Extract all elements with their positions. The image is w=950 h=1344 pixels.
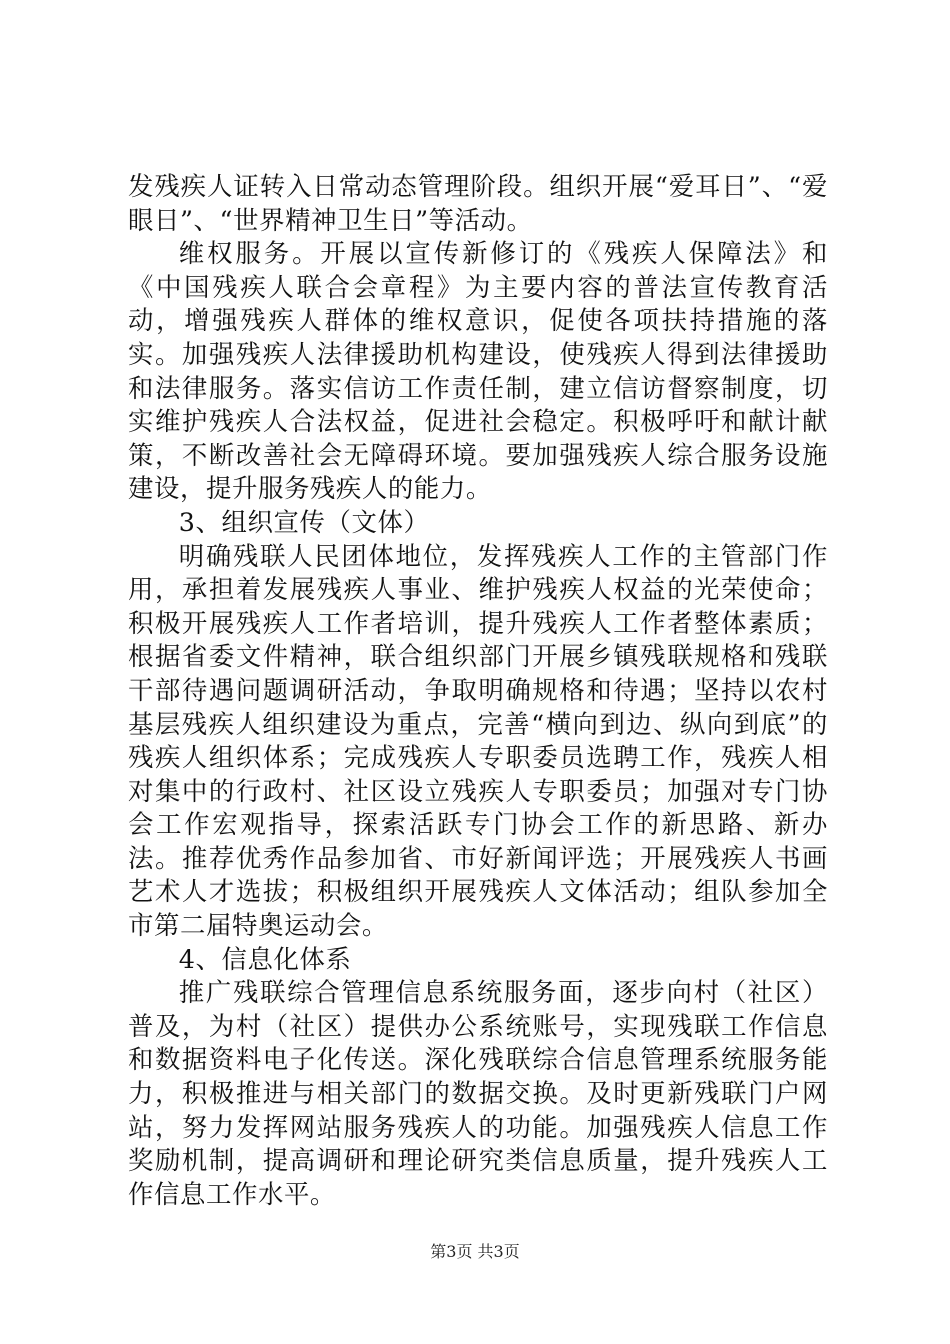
- paragraph-organization-publicity: 明确残联人民团体地位，发挥残疾人工作的主管部门作用，承担着发展残疾人事业、维护残疾人权益的光荣使命；积极开展残疾人工作者培训，提升残疾人工作者整体素质；根据省委文件精神，联合组织部门开展乡镇残联规格和残联干部待遇问题调研活动，争取明确规格和待遇；坚持以农村基层残疾人组织建设为重点，完善“横向到边、纵向到底”的残疾人组织体系；完成残疾人专职委员选聘工作，残疾人相对集中的行政村、社区设立残疾人专职委员；加强对专门协会工作宏观指导，探索活跃专门协会工作的新思路、新办法。推荐优秀作品参加省、市好新闻评选；开展残疾人书画艺术人才选拔；积极组织开展残疾人文体活动；组队参加全市第二届特奥运动会。: [128, 540, 828, 941]
- paragraph-rights-service: 维权服务。开展以宣传新修订的《残疾人保障法》和《中国残疾人联合会章程》为主要内容的普法宣传教育活动，增强残疾人群体的维权意识，促使各项扶持措施的落实。加强残疾人法律援助机构建设，使残疾人得到法律援助和法律服务。落实信访工作责任制，建立信访督察制度，切实维护残疾人合法权益，促进社会稳定。积极呼吁和献计献策，不断改善社会无障碍环境。要加强残疾人综合服务设施建设，提升服务残疾人的能力。: [128, 238, 828, 504]
- paragraph-informatization: 推广残联综合管理信息系统服务面，逐步向村（社区）普及，为村（社区）提供办公系统账号，实现残联工作信息和数据资料电子化传送。深化残联综合信息管理系统服务能力，积极推进与相关部门的数据交换。及时更新残联门户网站，努力发挥网站服务残疾人的功能。加强残疾人信息工作奖励机制，提高调研和理论研究类信息质量，提升残疾人工作信息工作水平。: [128, 977, 828, 1209]
- page-number-footer: 第3页 共3页: [430, 1242, 520, 1261]
- paragraph-continuation: 发残疾人证转入日常动态管理阶段。组织开展“爱耳日”、“爱眼日”、“世界精神卫生日”等活动。: [128, 171, 828, 235]
- section-heading-informatization: 4、信息化体系: [178, 943, 352, 974]
- section-heading-organization-publicity: 3、组织宣传（文体）: [178, 506, 430, 537]
- document-body: [128, 170, 828, 1211]
